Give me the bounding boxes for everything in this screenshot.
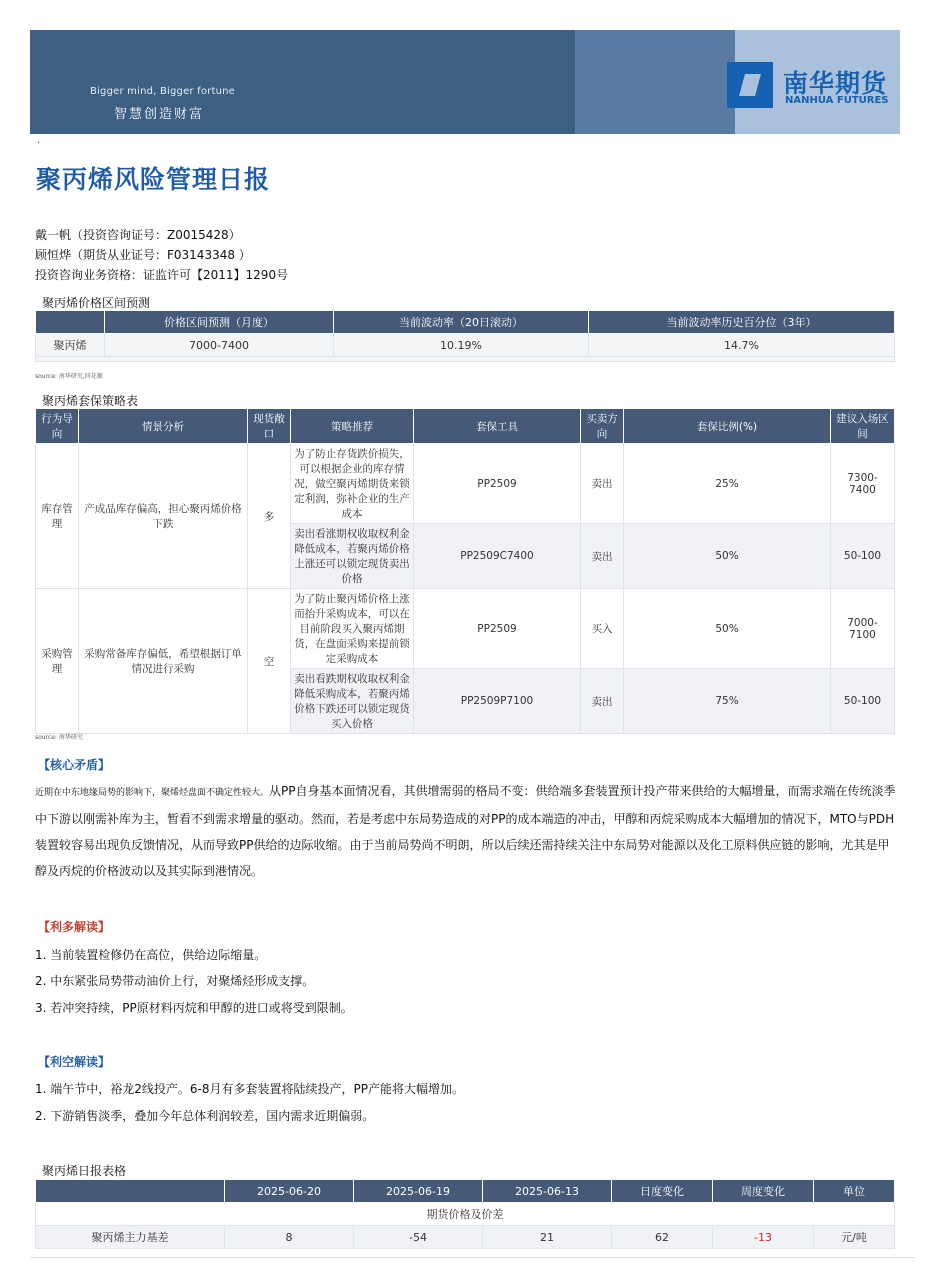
daily-report-table — [35, 1179, 895, 1249]
bullish-item: 3. 若冲突持续，PP原材料丙烷和甲醇的进口或将受到限制。 — [35, 1001, 353, 1015]
price-forecast-label: 聚丙烯价格区间预测 — [42, 296, 151, 310]
direction-cell: 卖出 — [581, 524, 624, 589]
direction-cell: 卖出 — [581, 444, 624, 524]
table-header-cell: 情景分析 — [79, 409, 248, 444]
table-cell: 聚丙烯 — [36, 334, 105, 357]
price-forecast-table — [35, 310, 895, 362]
table-cell: 21 — [483, 1226, 612, 1249]
table-cell: 聚丙烯主力基差 — [36, 1226, 225, 1249]
table-header-cell: 套保比例(%) — [624, 409, 831, 444]
table-row — [36, 1226, 895, 1249]
tool-cell: PP2509 — [414, 444, 581, 524]
ratio-cell: 75% — [624, 669, 831, 734]
license-line: 投资咨询业务资格：证监许可【2011】1290号 — [35, 268, 289, 282]
banner-middle-panel — [575, 30, 735, 134]
table-header-cell — [36, 311, 105, 334]
nanhua-logo-icon — [727, 62, 773, 108]
strategy-cell: 卖出看涨期权收取权利金降低成本，若聚丙烯价格上涨还可以锁定现货卖出价格 — [291, 524, 414, 589]
source-note: source: 南华研究,同花顺 — [35, 373, 103, 380]
behavior-cell: 采购管理 — [36, 589, 79, 734]
logo-name-english: NANHUA FUTURES — [785, 95, 889, 106]
hedge-strategy-table — [35, 408, 895, 734]
strategy-cell: 卖出看跌期权收取权利金降低采购成本，若聚丙烯价格下跌还可以锁定现货买入价格 — [291, 669, 414, 734]
table-cell: 7000-7400 — [105, 334, 334, 357]
table-row — [36, 357, 895, 362]
direction-cell: 卖出 — [581, 669, 624, 734]
bullish-item: 1. 当前装置检修仍在高位，供给边际缩量。 — [35, 948, 267, 962]
author-line-1: 戴一帆（投资咨询证号：Z0015428） — [35, 228, 241, 242]
table-header-cell: 当前波动率历史百分位（3年） — [589, 311, 895, 334]
core-contradiction-tag: 【核心矛盾】 — [38, 758, 111, 772]
core-body: 从PP自身基本面情况看，其供增需弱的格局不变：供给端多套装置预计投产带来供给的大幅增量，而需求端在传统淡季中下游以刚需补库为主，暂看不到需求增量的驱动。然而，若是考虑中东局势造成的对PP的成本端造的冲击，甲醇和丙烷采购成本大幅增加的情况下，MTO与PDH装置较容易出现负反馈情况，从而导致PP供给的边际收缩。由于当前局势尚不明朗，所以后续还需持续关注中东局势对能源以及化工原料供应链的影响，尤其是甲醇及丙烷的价格波动以及其实际到港情况。 — [35, 784, 896, 878]
ratio-cell: 50% — [624, 524, 831, 589]
core-contradiction-text — [35, 778, 897, 884]
table-header-cell: 建议入场区间 — [831, 409, 895, 444]
range-cell: 7000-7100 — [831, 589, 895, 669]
daily-table-label: 聚丙烯日报表格 — [42, 1164, 127, 1178]
ratio-cell: 25% — [624, 444, 831, 524]
table-header-cell: 行为导向 — [36, 409, 79, 444]
table-cell: 10.19% — [334, 334, 589, 357]
table-cell: -54 — [354, 1226, 483, 1249]
direction-cell: 买入 — [581, 589, 624, 669]
table-cell: 元/吨 — [814, 1226, 895, 1249]
source-note: source: 南华研究 — [35, 734, 83, 741]
author-line-2: 顾恒烨（期货从业证号：F03143348 ） — [35, 248, 251, 262]
table-header-cell: 周度变化 — [713, 1180, 814, 1203]
tool-cell: PP2509P7100 — [414, 669, 581, 734]
table-header-cell: 2025-06-20 — [225, 1180, 354, 1203]
scenario-cell: 采购常备库存偏低，希望根据订单情况进行采购 — [79, 589, 248, 734]
table-cell: -13 — [713, 1226, 814, 1249]
table-cell: 8 — [225, 1226, 354, 1249]
behavior-cell: 库存管理 — [36, 444, 79, 589]
table-header-cell: 价格区间预测（月度） — [105, 311, 334, 334]
table-header-row — [36, 311, 895, 334]
page-title: 聚丙烯风险管理日报 — [36, 165, 271, 194]
bearish-item: 2. 下游销售淡季，叠加今年总体利润较差，国内需求近期偏弱。 — [35, 1109, 375, 1123]
table-header-row — [36, 409, 895, 444]
bearish-tag: 【利空解读】 — [38, 1055, 111, 1069]
bullet-dot: · — [37, 138, 41, 149]
tool-cell: PP2509C7400 — [414, 524, 581, 589]
table-subheader-cell: 期货价格及价差 — [36, 1203, 895, 1226]
range-cell: 7300-7400 — [831, 444, 895, 524]
table-header-cell: 现货敞口 — [248, 409, 291, 444]
table-header-cell: 单位 — [814, 1180, 895, 1203]
slogan-chinese: 智慧创造财富 — [114, 107, 205, 122]
scenario-cell: 产成品库存偏高，担心聚丙烯价格下跌 — [79, 444, 248, 589]
table-header-row — [36, 1180, 895, 1203]
table-header-cell: 2025-06-19 — [354, 1180, 483, 1203]
strategy-cell: 为了防止存货跌价损失，可以根据企业的库存情况，做空聚丙烯期货来锁定利润，弥补企业的生产成本 — [291, 444, 414, 524]
table-row — [36, 444, 895, 524]
table-header-cell: 买卖方向 — [581, 409, 624, 444]
core-lead-note: 近期在中东地缘局势的影响下，聚烯烃盘面不确定性较大。 — [35, 788, 270, 798]
table-header-cell: 2025-06-13 — [483, 1180, 612, 1203]
exposure-cell: 多 — [248, 444, 291, 589]
table-row — [36, 589, 895, 669]
table-row — [36, 334, 895, 357]
slogan-english: Bigger mind, Bigger fortune — [90, 86, 236, 97]
ratio-cell: 50% — [624, 589, 831, 669]
table-cell: 62 — [612, 1226, 713, 1249]
tool-cell: PP2509 — [414, 589, 581, 669]
strategy-cell: 为了防止聚丙烯价格上涨而抬升采购成本，可以在目前阶段买入聚丙烯期货，在盘面采购来提前锁定采购成本 — [291, 589, 414, 669]
table-header-cell: 当前波动率（20日滚动） — [334, 311, 589, 334]
bullish-item: 2. 中东紧张局势带动油价上行，对聚烯烃形成支撑。 — [35, 974, 315, 988]
bullish-tag: 【利多解读】 — [38, 920, 111, 934]
table-header-cell — [36, 1180, 225, 1203]
logo-name-chinese: 南华期货 — [783, 69, 888, 98]
table-header-cell: 套保工具 — [414, 409, 581, 444]
table-cell: 14.7% — [589, 334, 895, 357]
table-header-cell: 策略推荐 — [291, 409, 414, 444]
page-bottom-divider — [30, 1257, 915, 1258]
hedge-table-label: 聚丙烯套保策略表 — [42, 394, 139, 408]
range-cell: 50-100 — [831, 524, 895, 589]
exposure-cell: 空 — [248, 589, 291, 734]
header-banner — [30, 30, 900, 134]
range-cell: 50-100 — [831, 669, 895, 734]
table-subheader-row — [36, 1203, 895, 1226]
bearish-item: 1. 端午节中，裕龙2线投产。6-8月有多套装置将陆续投产，PP产能将大幅增加。 — [35, 1082, 464, 1096]
table-header-cell: 日度变化 — [612, 1180, 713, 1203]
